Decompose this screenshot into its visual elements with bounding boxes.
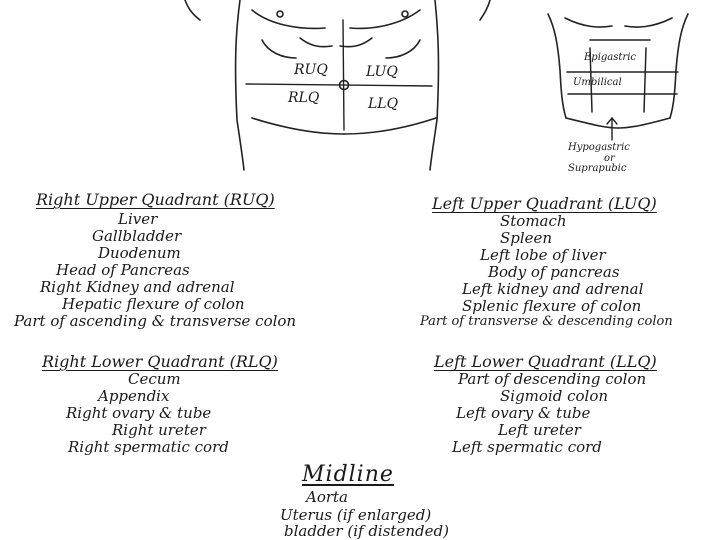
rlq-label: RLQ [288, 90, 320, 106]
llq-item: Part of descending colon [458, 370, 647, 388]
llq-label: LLQ [368, 96, 399, 112]
ruq-label: RUQ [294, 62, 328, 78]
midline-title: Midline [302, 462, 394, 487]
rlq-title: Right Lower Quadrant (RLQ) [42, 352, 278, 371]
large-torso-drawing [185, 0, 490, 170]
luq-item: Body of pancreas [488, 263, 620, 281]
midline-item: bladder (if distended) [284, 522, 449, 540]
llq-item: Left ureter [498, 421, 581, 439]
luq-item: Left lobe of liver [480, 246, 606, 264]
ruq-item: Duodenum [98, 244, 181, 262]
midline-item: Uterus (if enlarged) [280, 506, 432, 524]
luq-item: Left kidney and adrenal [462, 280, 644, 298]
ruq-item: Right Kidney and adrenal [40, 278, 235, 296]
rlq-item: Cecum [128, 370, 181, 388]
rlq-item: Right ureter [112, 421, 206, 439]
luq-item: Splenic flexure of colon [462, 297, 642, 315]
luq-item: Spleen [500, 229, 553, 247]
llq-title: Left Lower Quadrant (LLQ) [434, 352, 657, 371]
ruq-item: Liver [118, 210, 158, 228]
hypogastric-label: Hypogastric [568, 142, 630, 153]
epigastric-label: Epigastric [584, 52, 636, 63]
ruq-title: Right Upper Quadrant (RUQ) [36, 190, 275, 209]
ruq-item: Hepatic flexure of colon [62, 295, 245, 313]
luq-title: Left Upper Quadrant (LUQ) [432, 194, 657, 213]
luq-item: Stomach [500, 212, 567, 230]
rlq-item: Right spermatic cord [68, 438, 229, 456]
midline-item: Aorta [306, 488, 349, 506]
rlq-item: Right ovary & tube [66, 404, 212, 422]
or-label: or [604, 153, 615, 164]
umbilical-label: Umbilical [573, 77, 622, 88]
luq-label: LUQ [366, 64, 398, 80]
ruq-item: Part of ascending & transverse colon [14, 312, 297, 330]
llq-item: Left ovary & tube [456, 404, 591, 422]
suprapubic-label: Suprapubic [568, 163, 627, 174]
luq-item: Part of transverse & descending colon [420, 314, 673, 329]
llq-item: Sigmoid colon [500, 387, 609, 405]
ruq-item: Head of Pancreas [56, 261, 190, 279]
llq-item: Left spermatic cord [452, 438, 602, 456]
rlq-item: Appendix [98, 387, 170, 405]
ruq-item: Gallbladder [92, 227, 182, 245]
